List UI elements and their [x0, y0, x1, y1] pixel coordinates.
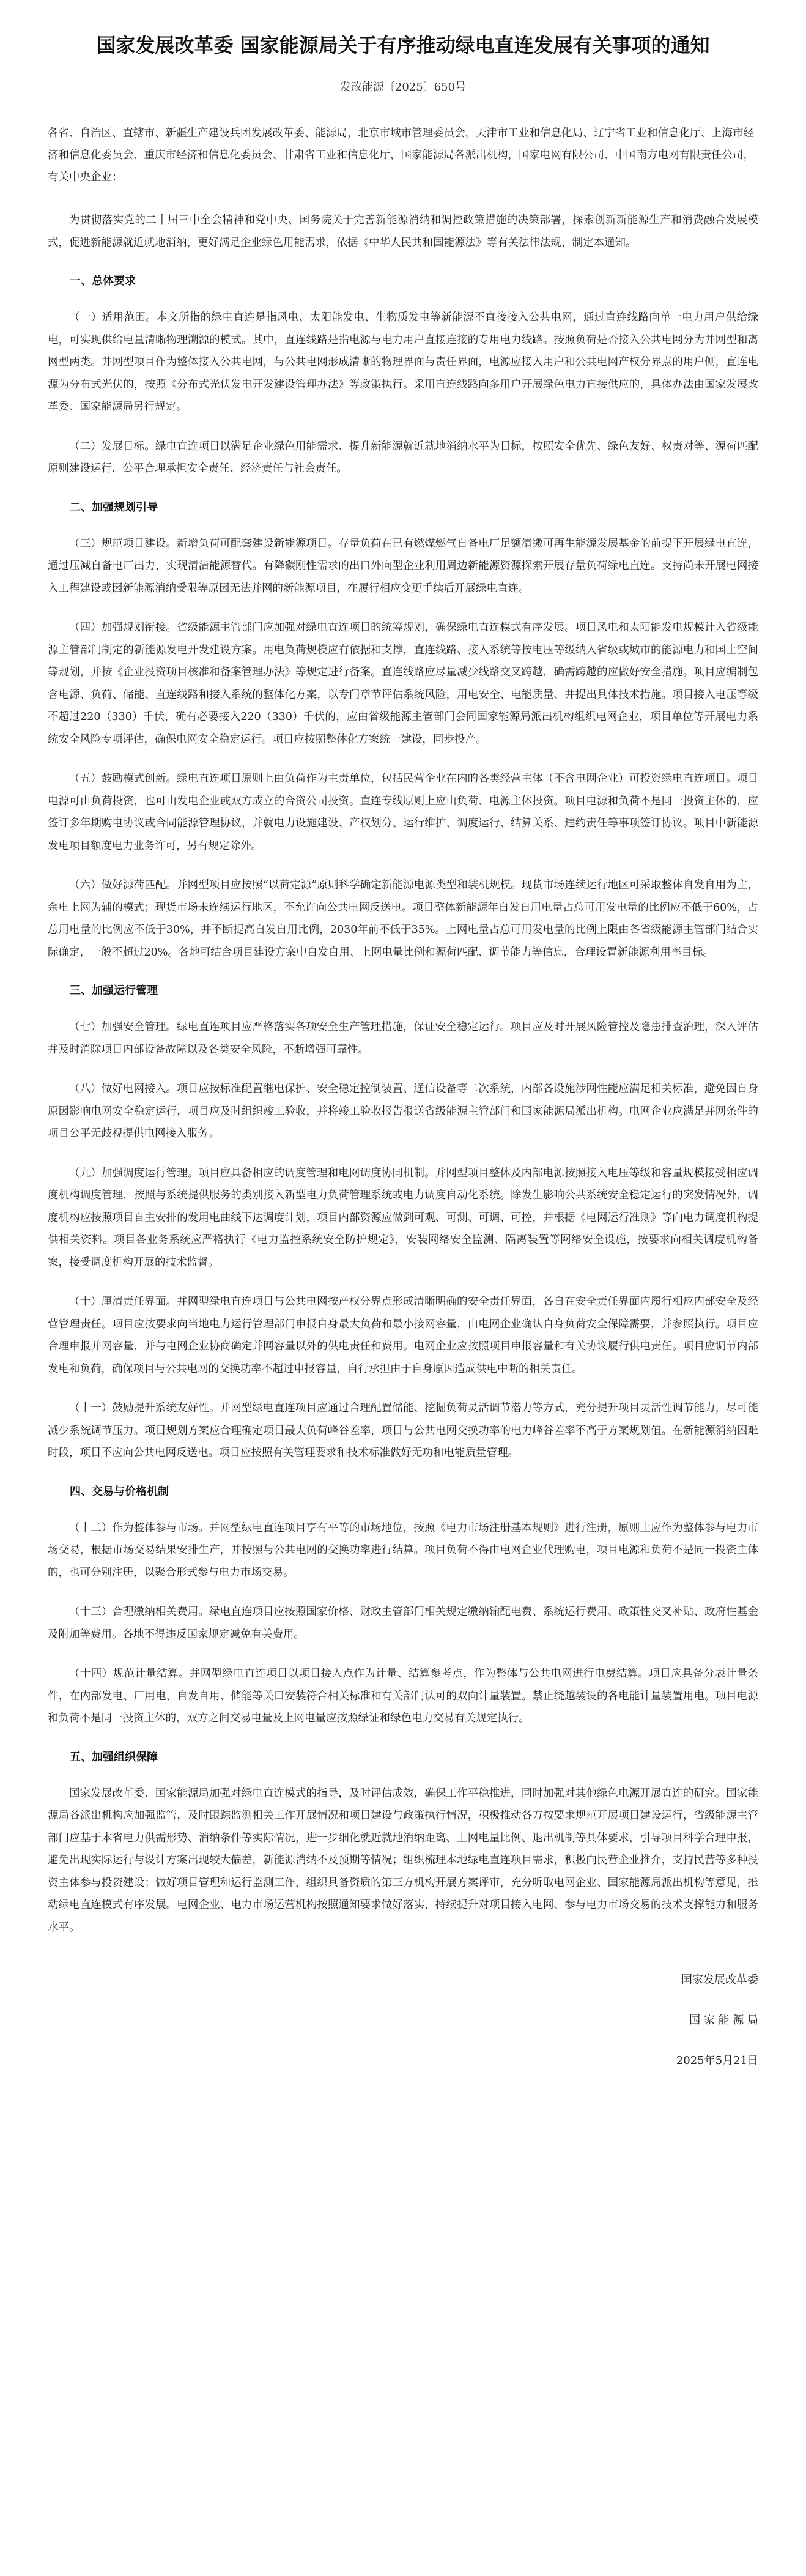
section-3 — [48, 982, 758, 1464]
paragraph: （十二）作为整体参与市场。并网型绿电直连项目享有平等的市场地位，按照《电力市场注册基本规则》进行注册，原则上应作为整体参与电力市场交易，根据市场交易结果安排生产，并按照与公共电网的交换功率进行结算。项目负荷不得由电网企业代理购电，项目电源和负荷不是同一投资主体的，也可分别注册，以聚合形式参与电力市场交易。 — [48, 1521, 758, 1579]
paragraph: （七）加强安全管理。绿电直连项目应严格落实各项安全生产管理措施，保证安全稳定运行。项目应及时开展风险管控及隐患排查治理，深入评估并及时消除项目内部设备故障以及各类安全风险，不断增强可靠性。 — [48, 1021, 758, 1056]
section-heading: 四、交易与价格机制 — [70, 1485, 169, 1498]
section-4 — [48, 1483, 758, 1730]
paragraph: （五）鼓励模式创新。绿电直连项目原则上由负荷作为主责单位，包括民营企业在内的各类经营主体（不含电网企业）可投资绿电直连项目。项目电源可由负荷投资，也可由发电企业或双方成立的合资公司投资。直连专线原则上应由负荷、电源主体投资。项目电源和负荷不是同一投资主体的，应签订多年期购电协议或合同能源管理协议，并就电力设施建设、产权划分、运行维护、调度运行、结算关系、违约责任等事项签订协议。项目中新能源发电项目额度电力业务许可，另有规定除外。 — [48, 773, 758, 852]
recipients: 各省、自治区、直辖市、新疆生产建设兵团发展改革委、能源局，北京市城市管理委员会，天津市工业和信息化局、辽宁省工业和信息化厅、上海市经济和信息化委员会、重庆市经济和信息化委员会、甘肃省工业和信息化厅，国家能源局各派出机构，国家电网有限公司、中国南方电网有限责任公司，有关中央企业： — [48, 127, 754, 184]
section-1 — [48, 272, 758, 480]
section-2 — [48, 499, 758, 964]
paragraph: （九）加强调度运行管理。项目应具备相应的调度管理和电网调度协同机制。并网型项目整体及内部电源按照接入电压等级和容量规模接受相应调度机构调度管理，按照与系统提供服务的类别接入新型电力负荷管理系统或电力调度自动化系统。除发生影响公共系统安全稳定运行的突发情况外，调度机构应按照项目自主安排的发用电曲线下达调度计划，项目内部资源应做到可观、可测、可调、可控，并根据《电网运行准则》等向电力调度机构提供相关资料。项目各业务系统应严格执行《电力监控系统安全防护规定》，安装网络安全监测、隔离装置等网络安全设施，按要求向相关调度机构备案，接受调度机构开展的技术监督。 — [48, 1167, 758, 1269]
paragraph: （八）做好电网接入。项目应按标准配置继电保护、安全稳定控制装置、通信设备等二次系统，内部各设施涉网性能应满足相关标准，避免因自身原因影响电网安全稳定运行，项目应及时组织竣工验收，并将竣工验收报告报送省级能源主管部门和国家能源局派出机构。电网企业应满足并网条件的项目公平无歧视提供电网接入服务。 — [48, 1083, 758, 1140]
signature-org-nea: 国 家 能 源 局 — [689, 2014, 758, 2027]
signature-block — [48, 1972, 758, 2069]
paragraph: （十）厘清责任界面。并网型绿电直连项目与公共电网按产权分界点形成清晰明确的安全责任界面，各自在安全责任界面内履行相应内部安全及经营管理责任。项目应按要求向当地电力运行管理部门申报自身最大负荷和最小接网容量，由电网企业确认自身负荷安全保障需要，并参照执行。项目应合理申报并网容量，并与电网企业协商确定并网容量以外的供电责任和费用。电网企业应按照项目申报容量和有关协议履行供电责任。项目应调节内部发电和负荷，确保项目与公共电网的交换功率不超过申报容量，自行承担由于自身原因造成供电中断的相关责任。 — [48, 1296, 758, 1375]
section-heading: 一、总体要求 — [70, 275, 136, 288]
signature-org-ndrc: 国家发展改革委 — [681, 1973, 758, 1986]
section-heading: 五、加强组织保障 — [70, 1750, 158, 1764]
paragraph: （六）做好源荷匹配。并网型项目应按照“以荷定源”原则科学确定新能源电源类型和装机规模。现货市场连续运行地区可采取整体自发自用为主，余电上网为辅的模式；现货市场未连续运行地区，不允许向公共电网反送电。项目整体新能源年自发自用电量占总可用发电量的比例应不低于60%，占总用电量的比例应不低于30%，并不断提高自发自用比例，2030年前不低于35%。上网电量占总可用发电量的比例上限由各省级能源主管部门结合实际确定，一般不超过20%。各地可结合项目建设方案中自发自用、上网电量比例和源荷匹配、调节能力等信息，合理设置新能源利用率目标。 — [48, 879, 758, 959]
paragraph: （十一）鼓励提升系统友好性。并网型绿电直连项目应通过合理配置储能、挖掘负荷灵活调节潜力等方式，充分提升项目灵活性调节能力，尽可能减少系统调节压力。项目规划方案应合理确定项目最大负荷峰谷差率，项目与公共电网交换功率的电力峰谷差率不高于方案规划值。在新能源消纳困难时段，项目不应向公共电网反送电。项目应按照有关管理要求和技术标准做好无功和电能质量管理。 — [48, 1402, 758, 1459]
signature-date: 2025年5月21日 — [676, 2054, 758, 2067]
paragraph: （四）加强规划衔接。省级能源主管部门应加强对绿电直连项目的统筹规划，确保绿电直连模式有序发展。项目风电和太阳能发电规模计入省级能源主管部门制定的新能源发电开发建设方案。用电负荷规模应有依据和支撑，直连线路、接入系统等按电压等级纳入省级或城市的能源电力和国土空间等规划，并按《企业投资项目核准和备案管理办法》等规定进行备案。直连线路应尽量减少线路交叉跨越，确需跨越的应做好安全措施。项目应编制包含电源、负荷、储能、直连线路和接入系统的整体化方案，以专门章节评估系统风险，用电安全、电能质量、并提出具体技术措施。项目接入电压等级不超过220（330）千伏，确有必要接入220（330）千伏的，应由省级能源主管部门会同国家能源局派出机构组织电网企业，项目单位等开展电力系统安全风险专项评估，确保电网安全稳定运行。项目应按照整体化方案统一建设，同步投产。 — [48, 622, 758, 746]
paragraph: （三）规范项目建设。新增负荷可配套建设新能源项目。存量负荷在已有燃煤燃气自备电厂足额清缴可再生能源发展基金的前提下开展绿电直连，通过压减自备电厂出力，实现清洁能源替代。有降碳刚性需求的出口外向型企业利用周边新能源资源探索开展存量负荷绿电直连。支持尚未开展电网接入工程建设或因新能源消纳受限等原因无法并网的新能源项目，在履行相应变更手续后开展绿电直连。 — [48, 537, 758, 595]
paragraph: （十三）合理缴纳相关费用。绿电直连项目应按照国家价格、财政主管部门相关规定缴纳输配电费、系统运行费用、政策性交叉补贴、政府性基金及附加等费用。各地不得违反国家规定减免有关费用。 — [48, 1606, 758, 1641]
paragraph: （十四）规范计量结算。并网型绿电直连项目以项目接入点作为计量、结算参考点，作为整体与公共电网进行电费结算。项目应具备分表计量条件，在内部发电、厂用电、自发自用、储能等关口安装符合相关标准和有关部门认可的双向计量装置。禁止绕越装设的各电能计量装置用电。项目电源和负荷不是同一投资主体的，双方之间交易电量及上网电量应按照绿证和绿色电力交易有关规定执行。 — [48, 1668, 758, 1724]
section-5 — [48, 1748, 758, 1939]
paragraph: 国家发展改革委、国家能源局加强对绿电直连模式的指导，及时评估成效，确保工作平稳推进，同时加强对其他绿色电源开展直连的研究。国家能源局各派出机构应加强监管，及时跟踪监测相关工作开展情况和项目建设与政策执行情况，积极推动各方按要求规范开展项目建设运行，省级能源主管部门应基于本省电力供需形势、消纳条件等实际情况，进一步细化就近就地消纳距离、上网电量比例、退出机制等具体要求，引导项目科学合理申报，避免出现实际运行与设计方案出现较大偏差，新能源消纳不及预期等情况；组织梳理本地绿电直连项目需求，积极向民营企业推介，支持民营等多种投资主体参与投资建设；做好项目管理和运行监测工作，组织具备资质的第三方机构开展方案评审，充分听取电网企业、国家能源局派出机构等意见，推动绿电直连模式有序发展。电网企业、电力市场运营机构按照通知要求做好落实，持续提升对项目接入电网、参与电力市场交易的技术支撑能力和服务水平。 — [48, 1787, 758, 1934]
document-number: 发改能源〔2025〕650号 — [339, 81, 467, 94]
paragraph: （二）发展目标。绿电直连项目以满足企业绿色用能需求、提升新能源就近就地消纳水平为目标，按照安全优先、绿色友好、权责对等、源荷匹配原则建设运行，公平合理承担安全责任、经济责任与社会责任。 — [48, 440, 758, 475]
intro-paragraph: 为贯彻落实党的二十届三中全会精神和党中央、国务院关于完善新能源消纳和调控政策措施的决策部署，探索创新新能源生产和消费融合发展模式，促进新能源就近就地消纳，更好满足企业绿色用能需求，依据《中华人民共和国能源法》等有关法律法规，制定本通知。 — [48, 214, 758, 249]
paragraph: （一）适用范围。本文所指的绿电直连是指风电、太阳能发电、生物质发电等新能源不直接接入公共电网，通过直连线路向单一电力用户供给绿电，可实现供给电量清晰物理溯源的模式。其中，直连线路是指电源与电力用户直接连接的专用电力线路。按照负荷是否接入公共电网分为并网型和离网型两类。并网型项目作为整体接入公共电网，与公共电网形成清晰的物理界面与责任界面，电源应接入用户和公共电网产权分界点的用户侧，直连电源为分布式光伏的，按照《分布式光伏发电开发建设管理办法》等政策执行。采用直连线路向多用户开展绿色电力直接供应的，具体办法由国家发展改革委、国家能源局另行规定。 — [48, 311, 758, 413]
section-heading: 三、加强运行管理 — [70, 984, 158, 997]
page-title: 国家发展改革委 国家能源局关于有序推动绿电直连发展有关事项的通知 — [96, 34, 710, 57]
section-heading: 二、加强规划引导 — [70, 500, 158, 514]
